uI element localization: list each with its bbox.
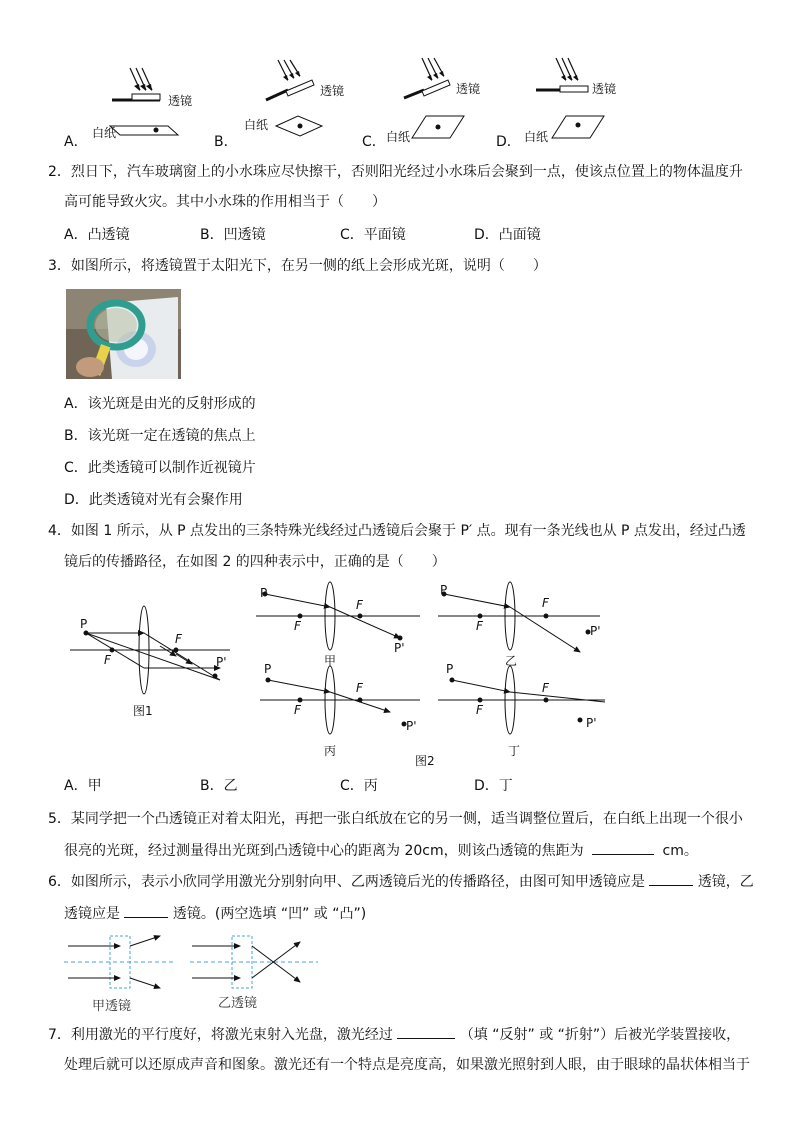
q4-bing-p: P xyxy=(264,662,272,676)
q1-option-c[interactable]: C． xyxy=(362,134,386,150)
q1-paper-label-b: 白纸 xyxy=(244,118,269,132)
q4-bing-f2: F xyxy=(356,681,363,695)
q1-lens-label-c: 透镜 xyxy=(456,82,481,96)
q4-figure-1 xyxy=(70,606,230,694)
q2-option-b[interactable]: B．凹透镜 xyxy=(200,227,266,243)
q4-option-c[interactable]: C．丙 xyxy=(340,778,378,794)
q1-paper-label-c: 白纸 xyxy=(386,130,411,144)
q4-fig1-f-left: F xyxy=(104,653,111,667)
q6-stem-line1-text: 6．如图所示，表示小欣同学用激光分别射向甲、乙两透镜后光的传播路径，由图可知甲透镜应是 xyxy=(48,874,645,890)
q4-jia-f2: F xyxy=(356,598,363,612)
q1-lens-label-b: 透镜 xyxy=(320,84,345,98)
q7-stem-line1-text: 7．利用激光的平行度好，将激光束射入光盘，激光经过 xyxy=(48,1027,393,1043)
q4-jia-p: P xyxy=(260,586,268,600)
q6-figure xyxy=(64,932,324,992)
q1-option-a[interactable]: A． xyxy=(64,134,88,150)
q6-label-jia: 甲透镜 xyxy=(92,999,132,1014)
q3-stem-line1: 3．如图所示，将透镜置于太阳光下，在另一侧的纸上会形成光斑，说明（ ） xyxy=(48,258,547,274)
q2-option-c[interactable]: C．平面镜 xyxy=(340,227,406,243)
q4-stem-line2: 镜后的传播路径，在如图 2 的四种表示中，正确的是（ ） xyxy=(64,554,446,570)
q1-figure-d xyxy=(536,58,604,138)
q2-stem-line2: 高可能导致火灾。其中小水珠的作用相当于（ ） xyxy=(64,194,386,210)
q6-stem-line1-tail: 透镜，乙 xyxy=(697,874,754,890)
q4-option-d[interactable]: D．丁 xyxy=(474,778,513,794)
q4-yi-p2: P' xyxy=(590,624,601,638)
q4-figure-jia xyxy=(256,582,420,650)
q5-unit: cm。 xyxy=(662,843,698,859)
q4-fig1-p: P xyxy=(80,617,88,631)
q5-stem-line2 xyxy=(64,840,698,861)
q4-fig1-caption: 图1 xyxy=(133,704,153,718)
q4-bing-f1: F xyxy=(294,703,301,717)
q1-paper-label-a: 白纸 xyxy=(92,126,117,140)
q4-ding-f1: F xyxy=(476,703,483,717)
q4-ding-f2: F xyxy=(542,681,549,695)
q4-caption-yi: 乙 xyxy=(505,654,518,668)
q1-option-b[interactable]: B． xyxy=(214,134,238,150)
q3-option-d[interactable]: D．此类透镜对光有会聚作用 xyxy=(64,492,243,508)
q4-option-b[interactable]: B．乙 xyxy=(200,778,238,794)
q1-option-d[interactable]: D． xyxy=(496,134,521,150)
q1-lens-label-a: 透镜 xyxy=(168,94,193,108)
q4-fig1-f-right: F xyxy=(175,632,182,646)
q4-figure-bing xyxy=(260,666,420,734)
q5-answer-blank[interactable] xyxy=(592,840,654,855)
q3-option-c[interactable]: C．此类透镜可以制作近视镜片 xyxy=(64,460,256,476)
q7-answer-blank[interactable] xyxy=(397,1024,455,1039)
q1-lens-label-d: 透镜 xyxy=(592,82,617,96)
q4-jia-p2: P' xyxy=(394,641,405,655)
q4-fig1-p2: P' xyxy=(216,655,227,669)
q1-paper-label-d: 白纸 xyxy=(524,130,549,144)
q4-ding-p: P xyxy=(446,662,454,676)
q5-stem-line1: 5．某同学把一个凸透镜正对着太阳光，再把一张白纸放在它的另一侧，适当调整位置后，在白纸上出现一个很小 xyxy=(48,811,743,827)
q6-stem-line2-tail: 透镜。(两空选填 “凹” 或 “凸”) xyxy=(172,906,367,922)
q4-ding-p2: P' xyxy=(586,716,597,730)
q3-option-a[interactable]: A．该光斑是由光的反射形成的 xyxy=(64,396,256,412)
q4-fig2-caption: 图2 xyxy=(415,754,435,768)
q4-caption-jia: 甲 xyxy=(324,654,337,668)
q6-label-yi: 乙透镜 xyxy=(218,996,258,1011)
q3-photo-lens-on-paper xyxy=(66,289,181,379)
q4-yi-p: P xyxy=(440,583,448,597)
q6-stem-line2 xyxy=(64,903,366,924)
q2-stem-line1: 2．烈日下，汽车玻璃窗上的小水珠应尽快擦干，否则阳光经过小水珠后会聚到一点，使该点位置上的物体温度升 xyxy=(48,164,743,180)
q4-caption-bing: 丙 xyxy=(324,744,337,758)
q6-stem-line1 xyxy=(48,871,754,892)
q7-stem-line1-tail: （填 “反射” 或 “折射”）后被光学装置接收， xyxy=(459,1027,741,1043)
q3-option-b[interactable]: B．该光斑一定在透镜的焦点上 xyxy=(64,428,256,444)
q6-answer-blank-1[interactable] xyxy=(649,871,693,886)
q4-yi-f2: F xyxy=(542,596,549,610)
q4-figures xyxy=(60,576,620,776)
q5-stem-line2-text: 很亮的光斑，经过测量得出光斑到凸透镜中心的距离为 20cm，则该凸透镜的焦距为 xyxy=(64,843,584,859)
q4-figure-ding xyxy=(438,666,605,734)
q2-option-a[interactable]: A．凸透镜 xyxy=(64,227,130,243)
q4-jia-f1: F xyxy=(294,619,301,633)
q4-option-a[interactable]: A．甲 xyxy=(64,778,102,794)
q1-figure-b xyxy=(266,60,322,136)
q4-stem-line1: 4．如图 1 所示，从 P 点发出的三条特殊光线经过凸透镜后会聚于 P′ 点。现有一条光线也从 P 点发出，经过凸透 xyxy=(48,523,746,539)
q4-bing-p2: P' xyxy=(406,719,417,733)
q4-figure-yi xyxy=(438,582,600,652)
q2-option-d[interactable]: D．凸面镜 xyxy=(474,227,541,243)
q4-caption-ding: 丁 xyxy=(508,744,521,758)
q1-figure-c xyxy=(404,58,464,138)
q7-stem-line2: 处理后就可以还原成声音和图象。激光还有一个特点是亮度高，如果激光照射到人眼，由于眼球的晶状体相当于 xyxy=(64,1057,750,1073)
q6-answer-blank-2[interactable] xyxy=(124,903,168,918)
q4-yi-f1: F xyxy=(476,619,483,633)
q7-stem-line1 xyxy=(48,1024,740,1045)
q6-stem-line2-text: 透镜应是 xyxy=(64,906,120,922)
